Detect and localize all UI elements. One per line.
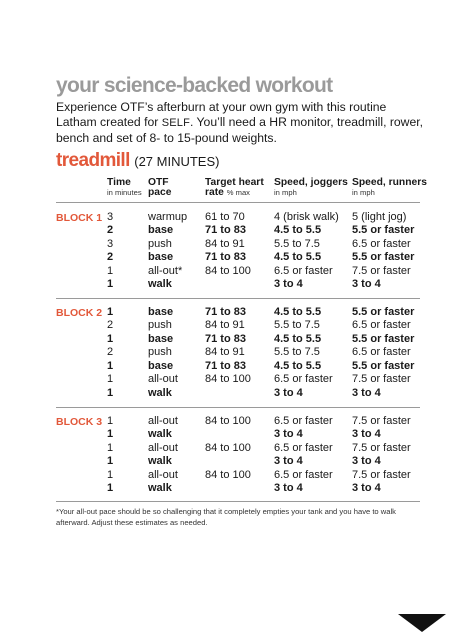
cell-jog: 3 to 4	[274, 455, 303, 468]
table-row	[0, 360, 474, 373]
cell-pace: walk	[148, 278, 172, 291]
section-title	[56, 150, 219, 172]
divider-top	[56, 202, 420, 203]
cell-run: 3 to 4	[352, 386, 381, 399]
cell-pace: walk	[148, 455, 172, 468]
table-row	[0, 211, 474, 224]
cell-run: 7.5 or faster	[352, 415, 411, 427]
cell-hr: 84 to 100	[205, 264, 251, 277]
cell-jog: 6.5 or faster	[274, 415, 333, 427]
cell-time: 1	[107, 332, 114, 345]
cell-hr: 84 to 91	[205, 237, 245, 250]
cell-run: 5.5 or faster	[352, 306, 415, 318]
table-row	[0, 319, 474, 332]
cell-pace: walk	[148, 386, 172, 399]
column-header-time-unit: in minutes	[107, 188, 142, 197]
cell-jog: 4.5 to 5.5	[274, 251, 322, 264]
cell-run: 5.5 or faster	[352, 251, 415, 264]
cell-jog: 6.5 or faster	[274, 373, 333, 386]
cell-pace: base	[148, 332, 174, 345]
cell-jog: 5.5 to 7.5	[274, 319, 320, 332]
table-row	[0, 251, 474, 264]
table-row	[0, 455, 474, 468]
cell-time: 1	[107, 306, 114, 318]
cell-time: 1	[107, 264, 114, 277]
cell-hr: 84 to 91	[205, 319, 245, 332]
cell-time: 1	[107, 278, 114, 291]
cell-run: 7.5 or faster	[352, 468, 411, 481]
table-row	[0, 442, 474, 455]
cell-time: 2	[107, 319, 114, 332]
cell-jog: 4.5 to 5.5	[274, 306, 322, 318]
block-label: BLOCK 3	[56, 416, 103, 428]
cell-hr: 84 to 100	[205, 468, 251, 481]
column-header-heart-rate-unit: % max	[226, 188, 250, 197]
cell-run: 7.5 or faster	[352, 441, 411, 454]
table-row	[0, 482, 474, 495]
footnote	[56, 506, 436, 528]
table-row	[0, 469, 474, 482]
column-header-heart-rate-title-2	[205, 188, 264, 198]
cell-pace: all-out*	[148, 264, 183, 277]
table-row	[0, 373, 474, 386]
cell-run: 6.5 or faster	[352, 346, 411, 359]
table-row	[0, 415, 474, 428]
section-duration: (27 MINUTES)	[134, 154, 220, 169]
cell-time: 3	[107, 211, 114, 223]
cell-time: 1	[107, 468, 114, 481]
intro-line-2-end: . You’ll need a HR monitor, treadmill, rower,	[190, 115, 424, 129]
cell-time: 1	[107, 428, 114, 441]
cell-jog: 4.5 to 5.5	[274, 332, 322, 345]
cell-jog: 3 to 4	[274, 428, 303, 441]
intro-line-2-start: Latham created for	[56, 115, 162, 129]
cell-time: 1	[107, 373, 114, 386]
cell-jog: 3 to 4	[274, 482, 303, 495]
cell-time: 1	[107, 386, 114, 399]
table-row	[0, 224, 474, 237]
divider-block-1	[56, 298, 420, 299]
cell-jog: 6.5 or faster	[274, 468, 333, 481]
intro-line-2	[56, 115, 461, 131]
cell-run: 5.5 or faster	[352, 332, 415, 345]
column-header-time	[107, 178, 142, 198]
column-header-speed-runners-unit: in mph	[352, 188, 375, 197]
cell-time: 2	[107, 346, 114, 359]
cell-time: 1	[107, 441, 114, 454]
cell-hr: 71 to 83	[205, 332, 246, 345]
cell-jog: 6.5 or faster	[274, 264, 333, 277]
intro-line-1: Experience OTF’s afterburn at your own gym with this routine	[56, 100, 387, 114]
footnote-line-2: afterward. Adjust these estimates as needed.	[56, 518, 208, 527]
cell-time: 1	[107, 415, 114, 427]
table-row	[0, 278, 474, 291]
cell-jog: 3 to 4	[274, 278, 303, 291]
cell-pace: base	[148, 251, 174, 264]
footnote-line-1: *Your all-out pace should be so challenging that it completely empties your tank and you have to walk	[56, 507, 396, 516]
cell-pace: all-out	[148, 415, 178, 427]
cell-pace: push	[148, 237, 172, 250]
block-label: BLOCK 1	[56, 212, 103, 224]
table-row	[0, 428, 474, 441]
table-row	[0, 306, 474, 319]
cell-hr: 71 to 83	[205, 306, 246, 318]
cell-time: 1	[107, 455, 114, 468]
cell-pace: all-out	[148, 373, 178, 386]
table-row	[0, 265, 474, 278]
cell-pace: all-out	[148, 441, 178, 454]
cell-run: 5.5 or faster	[352, 359, 415, 372]
cell-pace: push	[148, 319, 172, 332]
cell-pace: base	[148, 359, 174, 372]
column-header-speed-joggers-title: Speed, joggers	[274, 177, 348, 188]
cell-hr: 84 to 91	[205, 346, 245, 359]
cell-time: 1	[107, 359, 114, 372]
cell-run: 3 to 4	[352, 278, 381, 291]
cell-run: 5 (light jog)	[352, 211, 407, 223]
cell-pace: warmup	[148, 211, 188, 223]
cell-jog: 5.5 to 7.5	[274, 237, 320, 250]
cell-hr: 84 to 100	[205, 441, 251, 454]
cell-jog: 5.5 to 7.5	[274, 346, 320, 359]
cell-jog: 6.5 or faster	[274, 441, 333, 454]
cell-jog: 4.5 to 5.5	[274, 224, 322, 237]
cell-hr: 71 to 83	[205, 251, 246, 264]
column-header-heart-rate-title-1: Target heart	[205, 177, 264, 188]
cell-pace: all-out	[148, 468, 178, 481]
headline: your science-backed workout	[56, 74, 333, 97]
divider-block-2	[56, 407, 420, 408]
cell-pace: base	[148, 306, 174, 318]
cell-hr: 84 to 100	[205, 415, 251, 427]
column-header-heart-rate	[205, 178, 264, 198]
block-label: BLOCK 2	[56, 307, 103, 319]
cell-pace: push	[148, 346, 172, 359]
column-header-pace-title-1: OTF	[148, 177, 169, 188]
cell-run: 7.5 or faster	[352, 264, 411, 277]
divider-bottom	[56, 501, 420, 502]
cell-time: 3	[107, 237, 114, 250]
cell-run: 7.5 or faster	[352, 373, 411, 386]
brand-name: SELF	[161, 117, 190, 129]
table-row	[0, 387, 474, 400]
cell-pace: walk	[148, 482, 172, 495]
cell-jog: 3 to 4	[274, 386, 303, 399]
cell-jog: 4.5 to 5.5	[274, 359, 322, 372]
column-header-speed-runners-title: Speed, runners	[352, 177, 427, 188]
cell-hr: 61 to 70	[205, 211, 245, 223]
cell-run: 3 to 4	[352, 428, 381, 441]
column-header-heart-rate-word: rate	[205, 187, 224, 198]
intro-line-3: bench and set of 8- to 15-pound weights.	[56, 131, 277, 145]
intro-paragraph	[56, 100, 461, 146]
cell-time: 1	[107, 482, 114, 495]
cell-time: 2	[107, 224, 114, 237]
section-name: treadmill	[56, 150, 130, 171]
cell-run: 3 to 4	[352, 455, 381, 468]
cell-run: 3 to 4	[352, 482, 381, 495]
column-header-pace-title-2: pace	[148, 187, 172, 198]
table-row	[0, 333, 474, 346]
table-row	[0, 346, 474, 359]
cell-run: 5.5 or faster	[352, 224, 415, 237]
cell-hr: 84 to 100	[205, 373, 251, 386]
cell-run: 6.5 or faster	[352, 319, 411, 332]
cell-hr: 71 to 83	[205, 224, 246, 237]
cell-pace: base	[148, 224, 174, 237]
column-header-speed-joggers-unit: in mph	[274, 188, 297, 197]
cell-hr: 71 to 83	[205, 359, 246, 372]
table-row	[0, 238, 474, 251]
column-header-pace	[148, 178, 171, 198]
cell-run: 6.5 or faster	[352, 237, 411, 250]
cell-jog: 4 (brisk walk)	[274, 211, 339, 223]
cell-time: 2	[107, 251, 114, 264]
column-header-time-title: Time	[107, 177, 131, 188]
column-header-speed-runners	[352, 178, 427, 198]
column-header-speed-joggers	[274, 178, 348, 198]
cell-pace: walk	[148, 428, 172, 441]
down-triangle-icon	[398, 614, 446, 632]
